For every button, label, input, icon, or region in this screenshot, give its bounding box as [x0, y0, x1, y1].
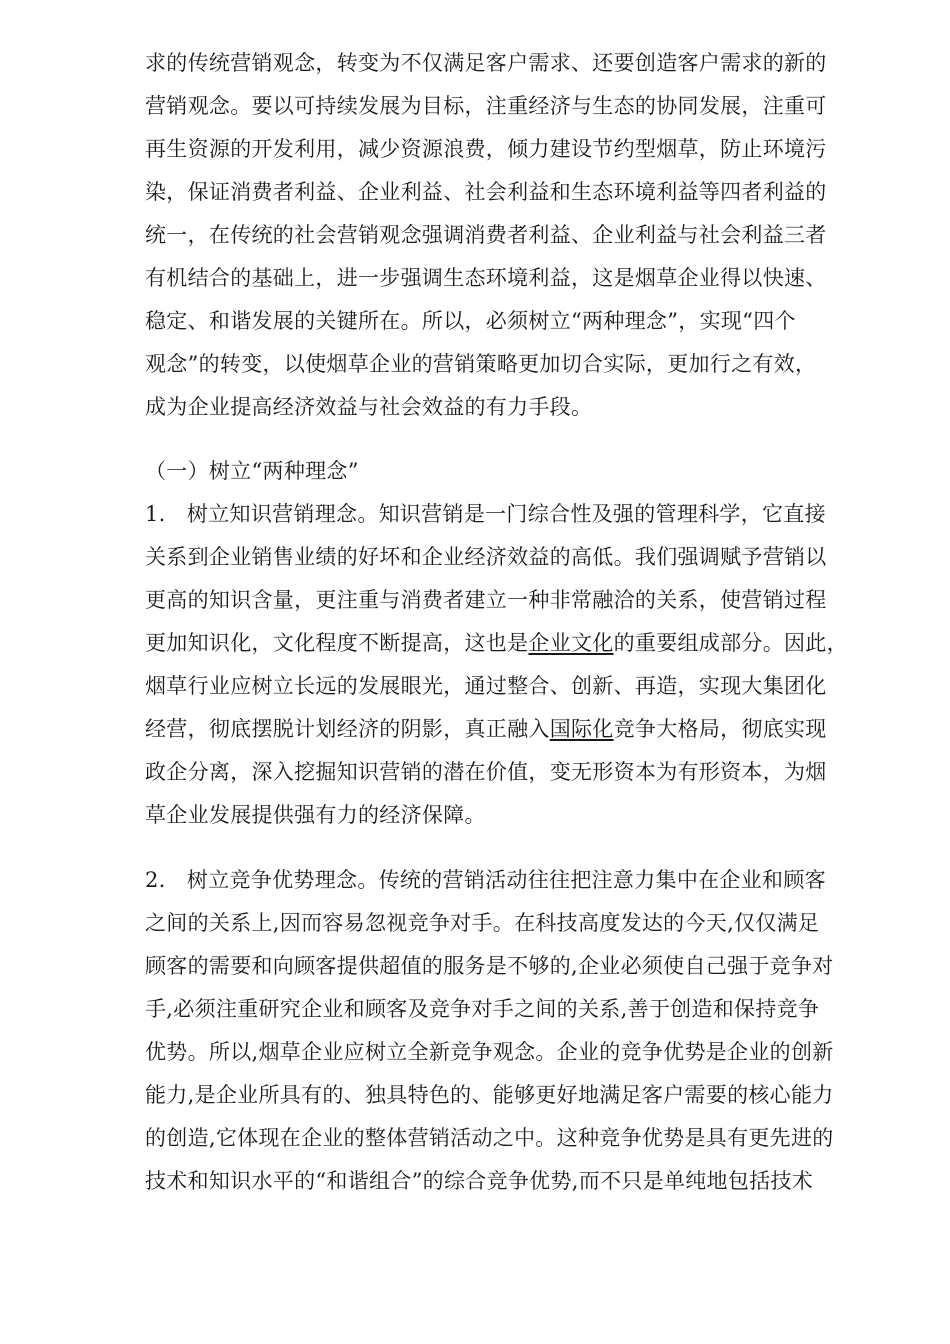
text-segment: 经营，彻底摆脱计划经济的阴影，真正融入: [145, 717, 550, 741]
text-line: [145, 714, 875, 744]
text-line: 1. 树立知识营销理念。知识营销是一门综合性及强的管理科学，它直接: [145, 502, 826, 526]
text-line: 2. 树立竞争优势理念。传统的营销活动往往把注意力集中在企业和顾客: [145, 868, 826, 892]
text-line: 之间的关系上,因而容易忽视竞争对手。在科技高度发达的今天,仅仅满足: [145, 911, 820, 935]
text-line: 政企分离，深入挖掘知识营销的潜在价值，变无形资本为有形资本，为烟: [145, 760, 827, 784]
section-heading: （一）树立“两种理念”: [145, 459, 359, 483]
corporate-culture-link[interactable]: 企业文化: [528, 631, 614, 655]
text-line: 稳定、和谐发展的关键所在。所以，必须树立“两种理念”，实现“四个: [145, 309, 796, 333]
internationalization-link[interactable]: 国际化: [549, 717, 614, 741]
text-line: 技术和知识水平的“和谐组合”的综合竞争优势,而不只是单纯地包括技术: [145, 1169, 814, 1193]
text-line: 能力,是企业所具有的、独具特色的、能够更好地满足客户需要的核心能力: [145, 1083, 834, 1107]
text-line: 求的传统营销观念，转变为不仅满足客户需求、还要创造客户需求的新的: [145, 51, 827, 75]
text-line: 营销观念。要以可持续发展为目标，注重经济与生态的协同发展，注重可: [145, 94, 827, 118]
text-line: 顾客的需要和向顾客提供超值的服务是不够的,企业必须使自己强于竞争对: [145, 954, 834, 978]
text-line: 关系到企业销售业绩的好坏和企业经济效益的高低。我们强调赋予营销以: [145, 545, 827, 569]
text-segment: 的重要组成部分。因此，: [613, 631, 848, 655]
text-line: 草企业发展提供强有力的经济保障。: [145, 803, 486, 827]
text-line: [145, 628, 875, 658]
text-line: 染，保证消费者利益、企业利益、社会利益和生态环境利益等四者利益的: [145, 180, 827, 204]
text-line: 再生资源的开发利用，减少资源浪费，倾力建设节约型烟草，防止环境污: [145, 137, 827, 161]
text-line: 观念”的转变，以使烟草企业的营销策略更加切合实际，更加行之有效，: [145, 352, 817, 376]
text-segment: 竞争大格局，彻底实现: [613, 717, 827, 741]
text-line: 烟草行业应树立长远的发展眼光，通过整合、创新、再造，实现大集团化: [145, 674, 827, 698]
text-line: 统一，在传统的社会营销观念强调消费者利益、企业利益与社会利益三者: [145, 223, 827, 247]
text-line: 手,必须注重研究企业和顾客及竞争对手之间的关系,善于创造和保持竞争: [145, 997, 820, 1021]
text-line: 成为企业提高经济效益与社会效益的有力手段。: [145, 395, 593, 419]
text-line: 有机结合的基础上，进一步强调生态环境利益，这是烟草企业得以快速、: [145, 266, 827, 290]
text-line: 的创造,它体现在企业的整体营销活动之中。这种竞争优势是具有更先进的: [145, 1126, 834, 1150]
text-line: 更高的知识含量，更注重与消费者建立一种非常融洽的关系，使营销过程: [145, 588, 827, 612]
text-segment: 更加知识化，文化程度不断提高，这也是: [145, 631, 529, 655]
text-line: 优势。所以,烟草企业应树立全新竞争观念。企业的竞争优势是企业的创新: [145, 1040, 834, 1064]
